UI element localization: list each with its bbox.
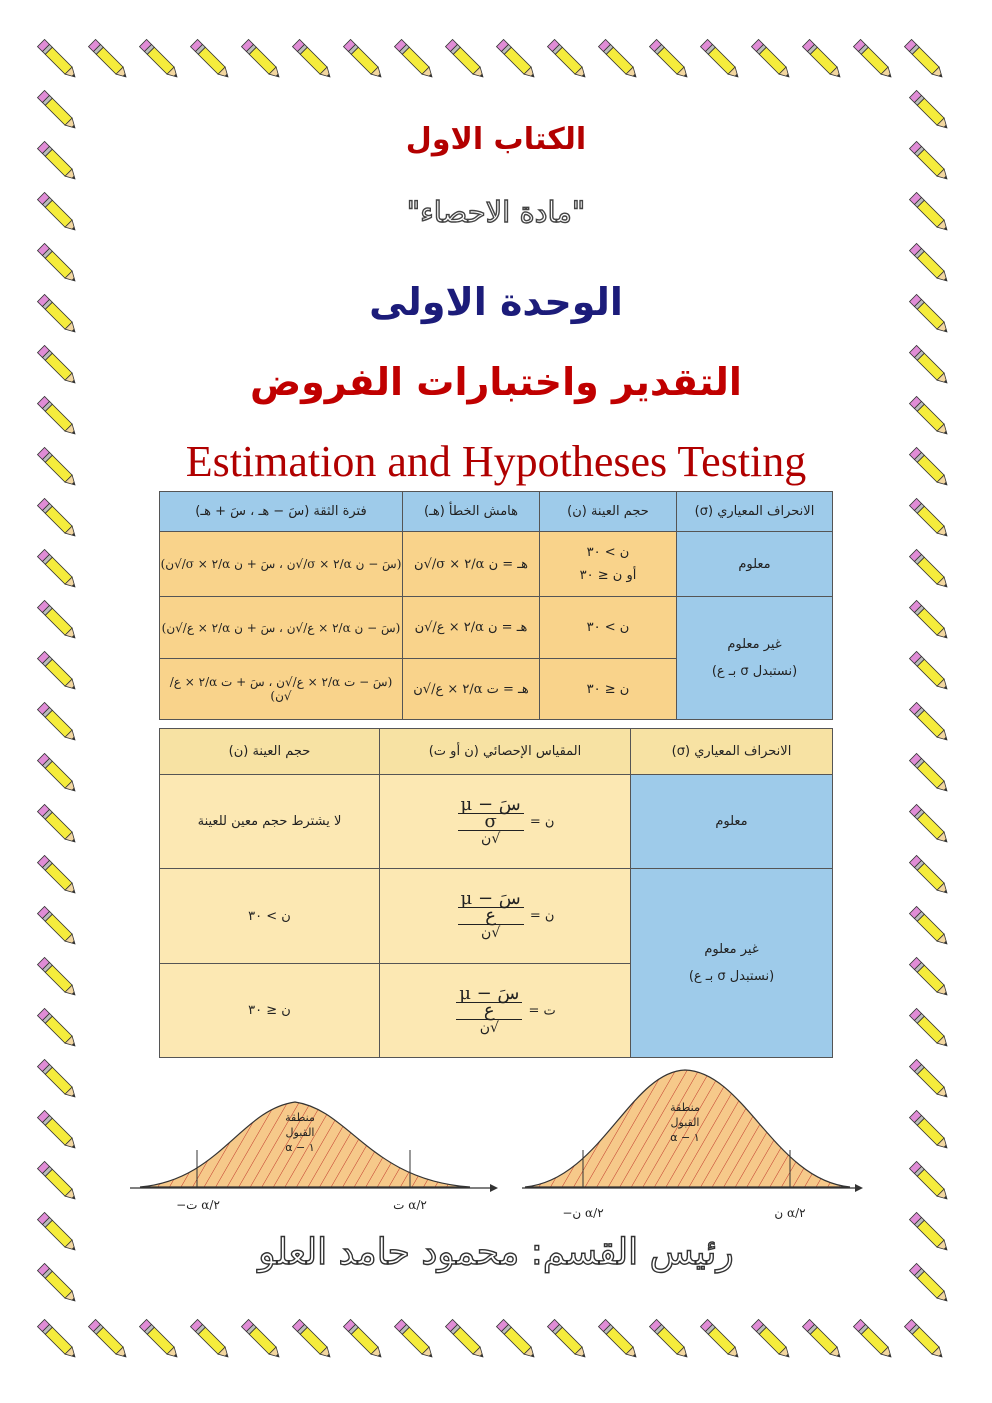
sigma-unknown-label: غير معلوم [727,637,782,652]
fraction-numerator: سَ − μ [458,891,524,908]
confidence-level: α − ١ [670,1131,700,1144]
sample-size-cell: لا يشترط حجم معين للعينة [160,775,380,869]
sample-size-cell: ن > ٣٠ [160,869,380,964]
fraction-root: √ن [481,830,501,847]
fraction-numerator: سَ − μ [456,986,522,1003]
sample-size-line: ن > ٣٠ [586,545,630,560]
header-sample-size: حجم العينة (ن) [160,729,380,775]
department-head: رئيس القسم: محمود حامد العلو [258,1232,734,1273]
margin-formula: هـ = ن α/٢ × σ/√ن [403,532,540,597]
english-title: Estimation and Hypotheses Testing [185,437,807,486]
statistic-symbol: ن = [529,908,555,924]
sigma-known: معلوم [631,775,833,869]
acceptance-region-label [275,1110,325,1155]
fraction-numerator: سَ − μ [458,797,524,814]
header-sample-size: حجم العينة (ن) [540,492,677,532]
sigma-known: معلوم [677,532,833,597]
critical-value-left: −ن α/٢ [562,1206,604,1220]
header-statistic: المقياس الإحصائي (ن أو ت) [380,729,631,775]
header-margin: هامش الخطأ (هـ) [403,492,540,532]
sigma-replace-note: (نستبدل σ بـ ع) [688,969,775,984]
fraction-denominator: σ [458,814,524,831]
sample-size-cell: ن > ٣٠ [540,597,677,659]
sigma-replace-note: (نستبدل σ بـ ع) [711,664,798,679]
interval-formula: (سَ − ن α/٢ × ع/√ن ، سَ + ن α/٢ × ع/√ن) [160,597,403,659]
statistic-symbol: ن = [529,814,555,829]
header-sigma: الانحراف المعياري (σ) [631,729,833,775]
region-text: منطقة [285,1111,315,1124]
critical-value-right: ت α/٢ [393,1198,427,1212]
fraction-root: √ن [481,925,501,941]
margin-formula: هـ = ت α/٢ × ع/√ن [403,659,540,720]
region-text: القبول [670,1116,700,1129]
critical-value-right: ن α/٢ [774,1206,806,1220]
book-title: الكتاب الاول [405,122,587,157]
sample-size-cell: ن ≤ ٣٠ [540,659,677,720]
interval-formula: (سَ − ن α/٢ × σ/√ن ، سَ + ن α/٢ × σ/√ن) [160,532,403,597]
subject-title: "مادة الاحصاء" [406,195,586,229]
fraction-root: √ن [479,1019,499,1036]
unit-topic: التقدير واختبارات الفروض [250,360,742,404]
region-text: القبول [285,1126,315,1139]
header-sigma: الانحراف المعياري (σ) [677,492,833,532]
sample-size-cell: ن ≤ ٣٠ [160,964,380,1058]
acceptance-region-label [660,1100,710,1145]
fraction-denominator: ع [458,908,524,925]
fraction-denominator: ع [456,1003,522,1020]
confidence-level: α − ١ [285,1141,315,1154]
header-interval: فترة الثقة (سَ − هـ ، سَ + هـ) [160,492,403,532]
unit-title: الوحدة الاولى [369,280,623,324]
margin-formula: هـ = ن α/٢ × ع/√ن [403,597,540,659]
sigma-unknown-label: غير معلوم [704,942,759,957]
statistic-symbol: ت = [528,1003,556,1018]
region-text: منطقة [670,1101,700,1114]
critical-value-left: −ت α/٢ [176,1198,220,1212]
interval-formula: (سَ − ت α/٢ × ع/√ن ، سَ + ت α/٢ × ع/√ن) [160,659,403,720]
sample-size-line: أو ن ≤ ٣٠ [579,568,637,583]
